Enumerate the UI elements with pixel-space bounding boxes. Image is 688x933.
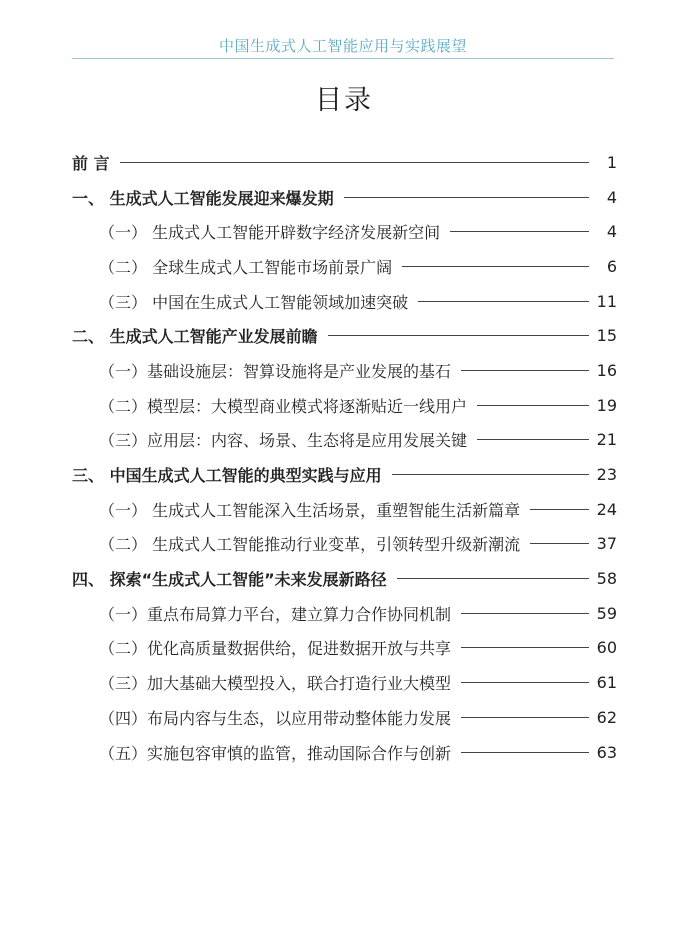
toc-entry[interactable]	[72, 596, 617, 631]
toc-page-number: 58	[596, 569, 617, 589]
toc-entry-label: （三） 中国在生成式人工智能领域加速突破	[99, 292, 409, 312]
toc-page-number: 1	[606, 152, 617, 172]
toc-entry[interactable]	[72, 457, 617, 492]
toc-entry[interactable]	[72, 214, 617, 249]
toc-entry-label: （二）模型层：大模型商业模式将逐渐贴近一线用户	[99, 396, 468, 416]
toc-entry[interactable]	[72, 423, 617, 458]
toc-page-number: 23	[596, 465, 617, 485]
toc-page-number: 24	[596, 499, 617, 519]
toc-leader-line	[418, 301, 589, 302]
toc-leader-line	[450, 231, 589, 232]
toc-leader-line	[530, 543, 589, 544]
toc-entry[interactable]	[72, 735, 617, 770]
toc-leader-line	[477, 405, 589, 406]
toc-page-number: 4	[606, 187, 617, 207]
toc-page-number: 61	[596, 673, 617, 693]
toc-entry-label: （三）加大基础大模型投入，联合打造行业大模型	[99, 674, 452, 694]
toc-entry[interactable]	[72, 492, 617, 527]
toc-entry-label: （一）基础设施层：智算设施将是产业发展的基石	[99, 361, 452, 381]
toc-entry-label: 四、 探索“生成式人工智能”未来发展新路径	[72, 570, 387, 590]
toc-page-number: 19	[596, 395, 617, 415]
toc-leader-line	[461, 717, 589, 718]
toc-leader-line	[120, 162, 589, 163]
toc-entry[interactable]	[72, 249, 617, 284]
toc-entry-label: （一） 生成式人工智能开辟数字经济发展新空间	[99, 223, 441, 243]
running-header: 中国生成式人工智能应用与实践展望	[218, 37, 467, 55]
toc-entry-label: （一） 生成式人工智能深入生活场景，重塑智能生活新篇章	[99, 500, 521, 520]
toc-leader-line	[461, 647, 589, 648]
toc-leader-line	[461, 682, 589, 683]
toc-entry[interactable]	[72, 180, 617, 215]
toc-leader-line	[477, 439, 589, 440]
toc-leader-line	[461, 752, 589, 753]
toc-entry[interactable]	[72, 318, 617, 353]
toc-page-number: 37	[596, 534, 617, 554]
toc-entry-label: （二）优化高质量数据供给，促进数据开放与共享	[99, 639, 452, 659]
toc-page-number: 63	[596, 742, 617, 762]
toc-entry-label: 前 言	[72, 153, 110, 173]
toc-page-number: 60	[596, 638, 617, 658]
toc-page-number: 16	[596, 360, 617, 380]
toc-entry-label: （三）应用层：内容、场景、生态将是应用发展关键	[99, 431, 468, 451]
toc-entry-label: （二） 生成式人工智能推动行业变革，引领转型升级新潮流	[99, 535, 521, 555]
header-divider	[72, 58, 614, 59]
toc-entry[interactable]	[72, 145, 617, 180]
page-title: 目录	[315, 85, 373, 116]
toc-entry[interactable]	[72, 665, 617, 700]
toc-entry[interactable]	[72, 700, 617, 735]
toc-page-number: 15	[596, 326, 617, 346]
toc-entry-label: （一）重点布局算力平台，建立算力合作协同机制	[99, 604, 452, 624]
toc-leader-line	[530, 509, 589, 510]
toc-leader-line	[397, 578, 589, 579]
toc-leader-line	[402, 266, 589, 267]
toc-entry-label: 一、 生成式人工智能发展迎来爆发期	[72, 188, 334, 208]
toc-page-number: 6	[606, 256, 617, 276]
toc-entry[interactable]	[72, 631, 617, 666]
toc-leader-line	[461, 613, 589, 614]
toc-entry[interactable]	[72, 388, 617, 423]
toc-leader-line	[328, 335, 589, 336]
toc-entry-label: 二、 生成式人工智能产业发展前瞻	[72, 327, 318, 347]
table-of-contents	[72, 145, 617, 769]
toc-leader-line	[344, 197, 589, 198]
toc-entry[interactable]	[72, 353, 617, 388]
toc-entry-label: （五）实施包容审慎的监管，推动国际合作与创新	[99, 743, 452, 763]
toc-entry-label: （二） 全球生成式人工智能市场前景广阔	[99, 257, 393, 277]
toc-page-number: 21	[596, 430, 617, 450]
toc-entry-label: （四）布局内容与生态，以应用带动整体能力发展	[99, 708, 452, 728]
toc-entry[interactable]	[72, 561, 617, 596]
toc-page-number: 62	[596, 707, 617, 727]
toc-leader-line	[461, 370, 589, 371]
toc-page-number: 59	[596, 603, 617, 623]
toc-leader-line	[392, 474, 589, 475]
toc-page-number: 4	[606, 222, 617, 242]
toc-page-number: 11	[596, 291, 617, 311]
toc-entry[interactable]	[72, 527, 617, 562]
toc-entry-label: 三、 中国生成式人工智能的典型实践与应用	[72, 466, 382, 486]
toc-entry[interactable]	[72, 284, 617, 319]
